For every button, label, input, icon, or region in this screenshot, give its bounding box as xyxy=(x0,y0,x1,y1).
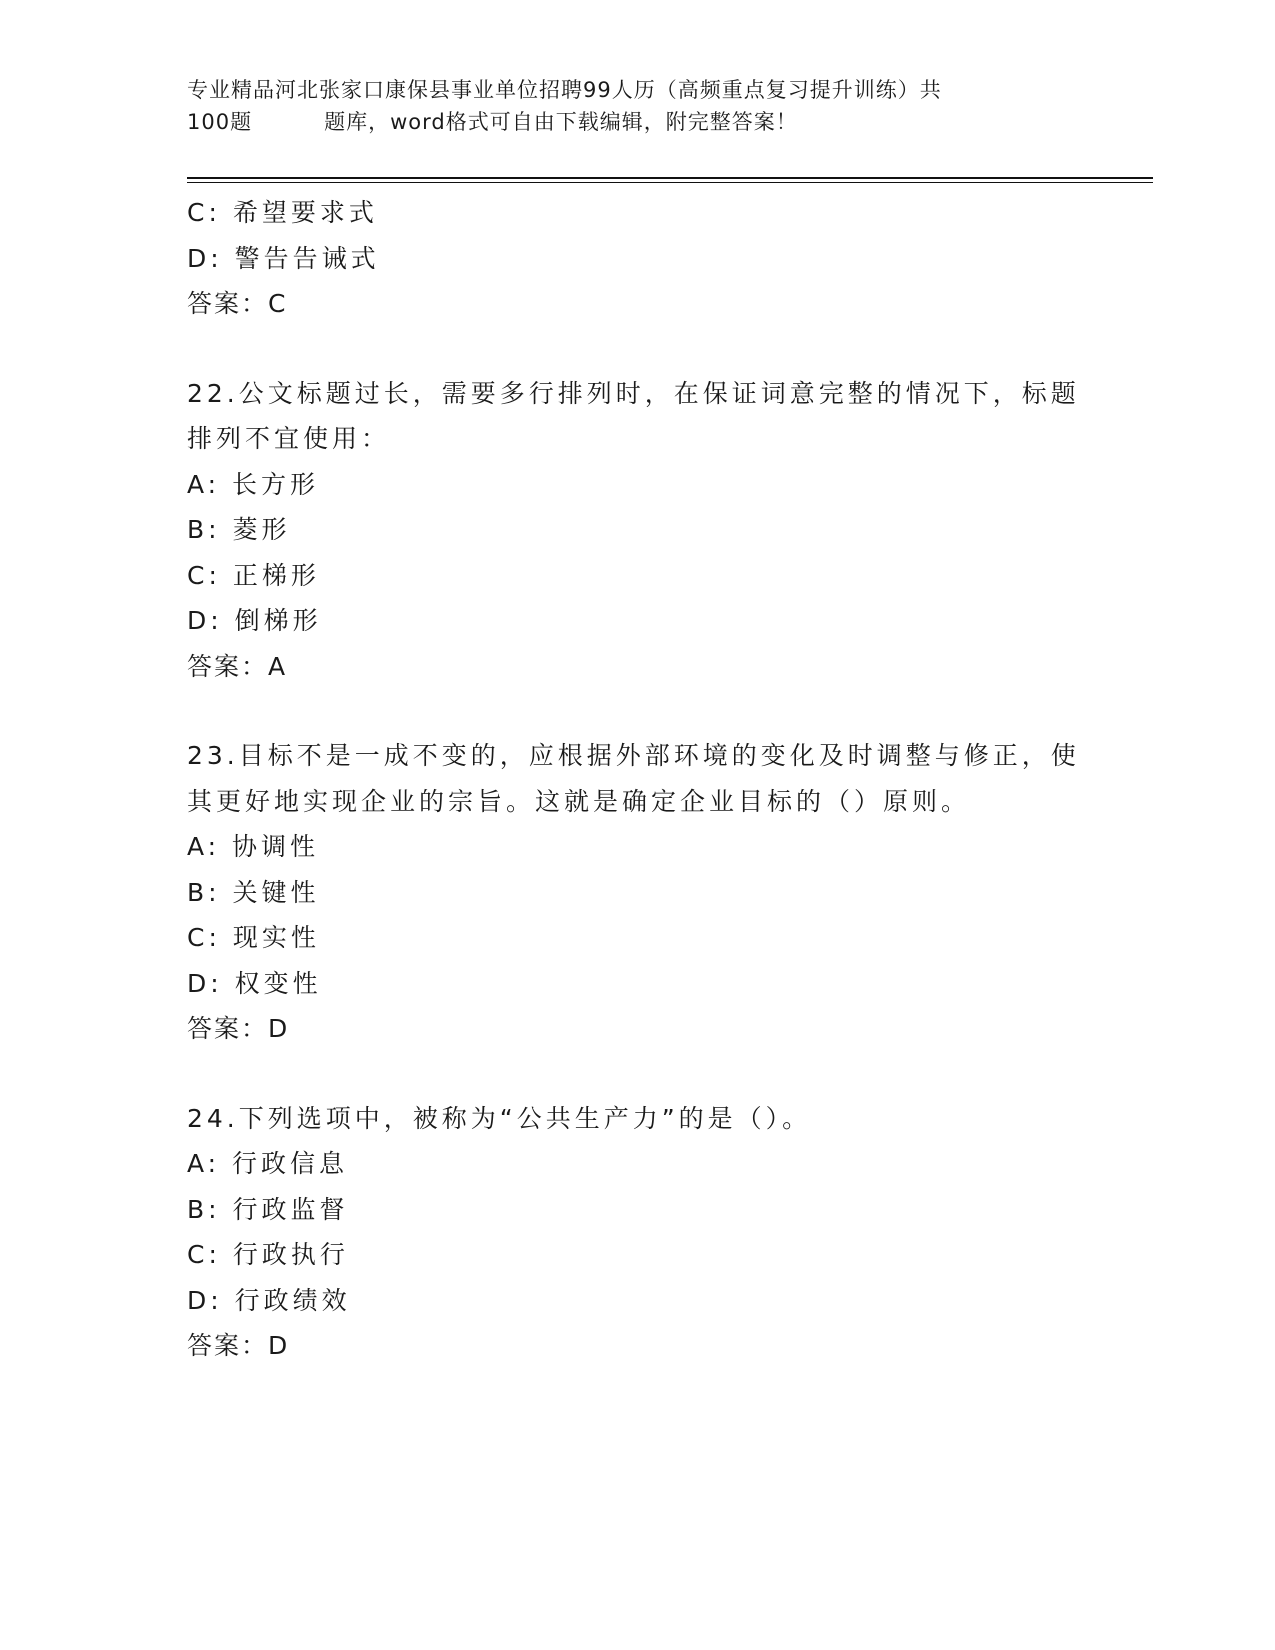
header-question-count: 100题 xyxy=(187,110,253,134)
option-c: C: 正梯形 xyxy=(187,560,320,590)
question-content xyxy=(187,190,1087,1369)
option-a: A: 协调性 xyxy=(187,832,320,861)
question-23 xyxy=(187,733,1087,1052)
answer-line: 答案：C xyxy=(187,289,288,318)
question-24 xyxy=(187,1096,1087,1369)
option-d: D: 权变性 xyxy=(187,968,322,998)
option-a: A: 行政信息 xyxy=(187,1149,349,1178)
header-rule-thick xyxy=(187,177,1153,179)
option-b: B: 关键性 xyxy=(187,877,320,907)
answer-line: 答案：D xyxy=(187,1331,290,1360)
option-c: C: 现实性 xyxy=(187,923,320,952)
option-c: C: 希望要求式 xyxy=(187,198,378,227)
question-text-line-2: 排列不宜使用： xyxy=(187,424,391,453)
answer-line: 答案：A xyxy=(187,651,288,681)
question-text-line-1: 23.目标不是一成不变的，应根据外部环境的变化及时调整与修正，使 xyxy=(187,741,1080,770)
option-a: A: 长方形 xyxy=(187,469,320,499)
option-d: D: 行政绩效 xyxy=(187,1285,351,1315)
option-b: B: 行政监督 xyxy=(187,1194,349,1224)
question-text-line-1: 22.公文标题过长，需要多行排列时，在保证词意完整的情况下，标题 xyxy=(187,378,1080,408)
question-text-line-2: 其更好地实现企业的宗旨。这就是确定企业目标的（）原则。 xyxy=(187,786,971,816)
question-22 xyxy=(187,371,1087,690)
option-d: D: 警告告诫式 xyxy=(187,243,380,273)
header-description: 题库，word格式可自由下载编辑，附完整答案！ xyxy=(324,110,798,134)
page-header xyxy=(187,74,1067,138)
option-c: C: 行政执行 xyxy=(187,1240,349,1269)
header-title-line-1: 专业精品河北张家口康保县事业单位招聘99人历（高频重点复习提升训练）共 xyxy=(187,78,942,102)
header-title-line-2 xyxy=(187,106,1067,138)
question-text-line-1: 24.下列选项中，被称为“公共生产力”的是（）。 xyxy=(187,1103,812,1133)
option-b: B: 菱形 xyxy=(187,515,291,544)
question-21-continued xyxy=(187,190,1087,327)
header-rule-thin xyxy=(187,182,1153,183)
option-d: D: 倒梯形 xyxy=(187,606,322,635)
answer-line: 答案：D xyxy=(187,1014,290,1043)
